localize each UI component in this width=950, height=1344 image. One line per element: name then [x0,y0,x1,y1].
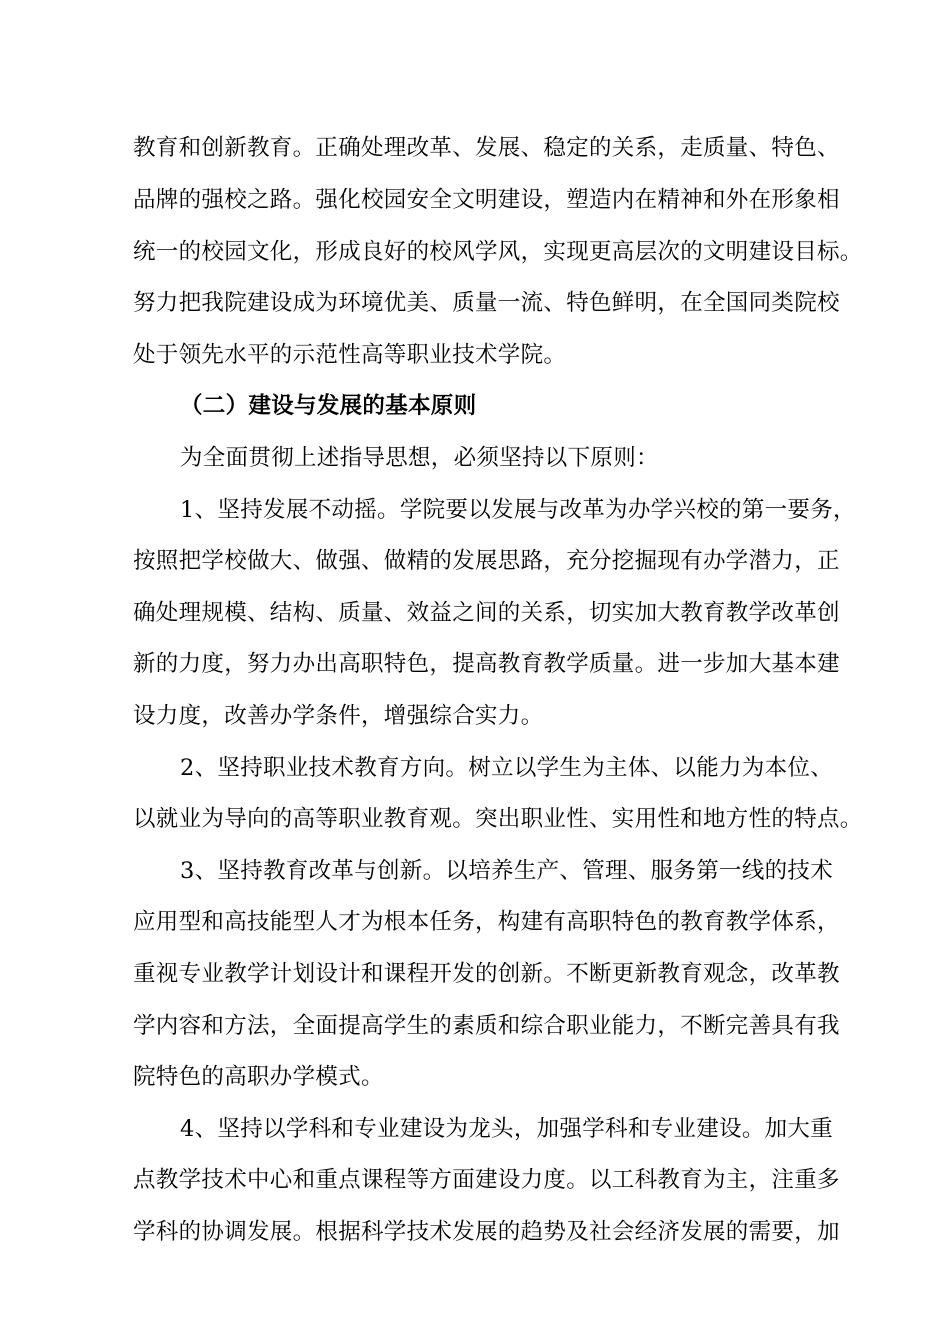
text-line: 点教学技术中心和重点课程等方面建设力度。以工科教育为主，注重多 [133,1167,840,1193]
text-line: 3、坚持教育改革与创新。以培养生产、管理、服务第一线的技术 [180,858,834,884]
text-line: 新的力度，努力办出高职特色，提高教育教学质量。进一步加大基本建 [133,651,840,677]
text-line: 以就业为导向的高等职业教育观。突出职业性、实用性和地方性的特点。 [133,806,863,832]
text-line: 重视专业教学计划设计和课程开发的创新。不断更新教育观念，改革教 [133,961,840,987]
text-line: 确处理规模、结构、质量、效益之间的关系，切实加大教育教学改革创 [133,600,840,626]
text-line: 设力度，改善办学条件，增强综合实力。 [133,703,544,729]
section-heading: （二）建设与发展的基本原则 [180,393,477,419]
text-line: 为全面贯彻上述指导思想，必须坚持以下原则： [180,445,659,471]
text-line: 2、坚持职业技术教育方向。树立以学生为主体、以能力为本位、 [180,755,834,781]
text-line: 按照把学校做大、做强、做精的发展思路，充分挖掘现有办学潜力，正 [133,548,840,574]
text-line: 1、坚持发展不动摇。学院要以发展与改革为办学兴校的第一要务， [180,497,856,523]
text-line: 4、坚持以学科和专业建设为龙头，加强学科和专业建设。加大重 [180,1116,834,1142]
text-line: 应用型和高技能型人才为根本任务，构建有高职特色的教育教学体系， [133,909,840,935]
text-line: 学科的协调发展。根据科学技术发展的趋势及社会经济发展的需要，加 [133,1219,840,1245]
text-line: 院特色的高职办学模式。 [133,1064,384,1090]
text-line: 处于领先水平的示范性高等职业技术学院。 [133,342,567,368]
text-line: 努力把我院建设成为环境优美、质量一流、特色鲜明，在全国同类院校 [133,290,840,316]
text-line: 学内容和方法，全面提高学生的素质和综合职业能力，不断完善具有我 [133,1013,840,1039]
text-line: 品牌的强校之路。强化校园安全文明建设，塑造内在精神和外在形象相 [133,187,840,213]
text-line: 教育和创新教育。正确处理改革、发展、稳定的关系，走质量、特色、 [133,135,840,161]
text-line: 统一的校园文化，形成良好的校风学风，实现更高层次的文明建设目标。 [133,239,863,265]
